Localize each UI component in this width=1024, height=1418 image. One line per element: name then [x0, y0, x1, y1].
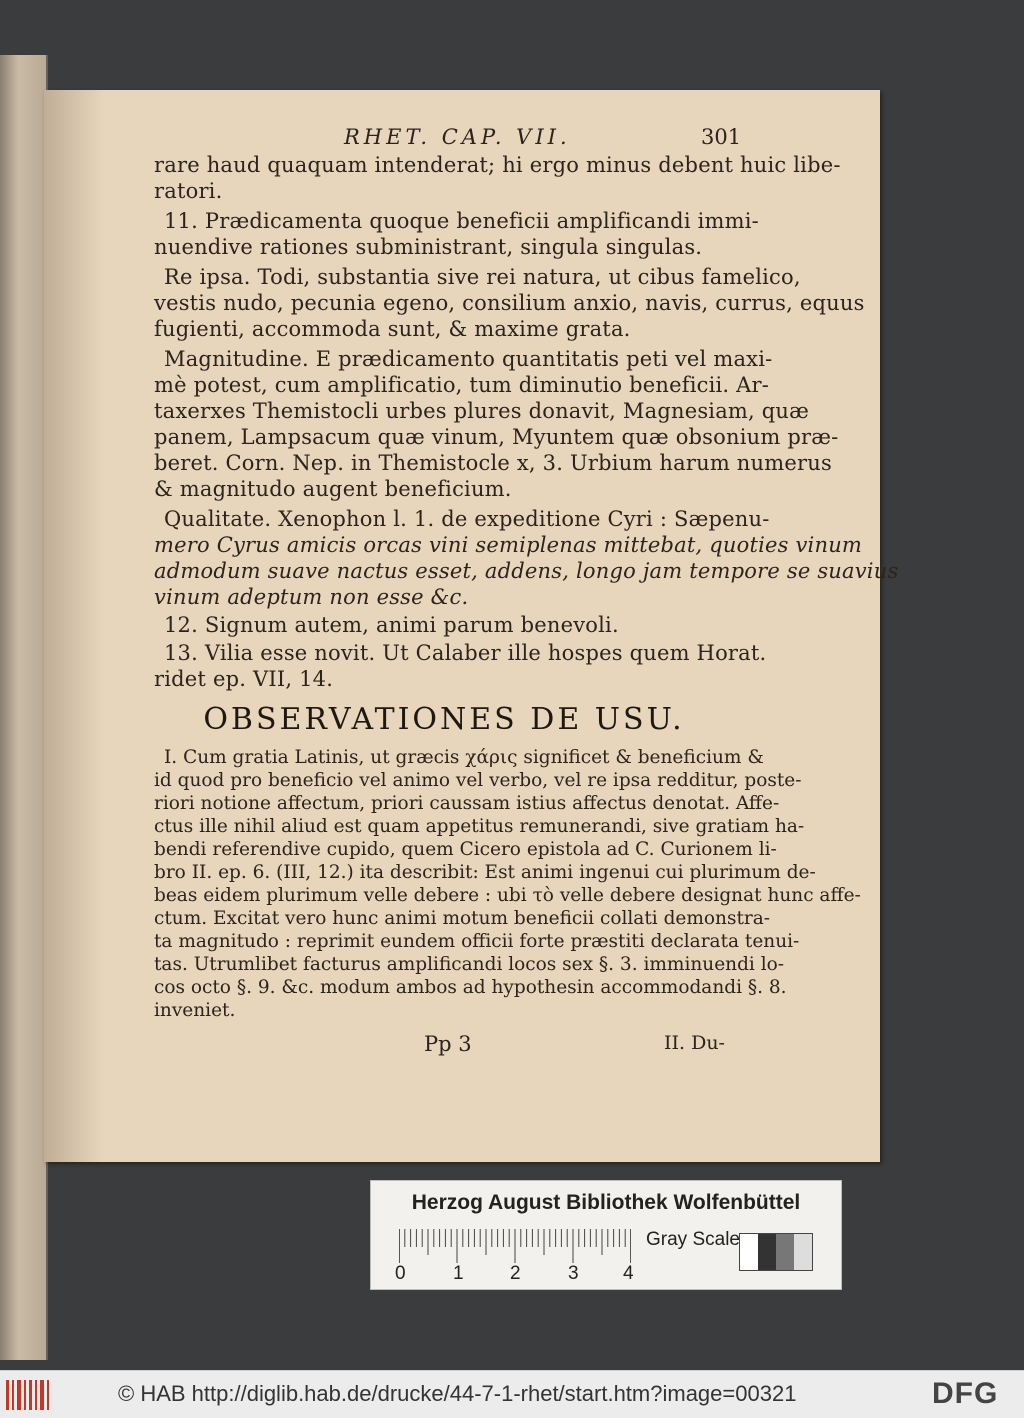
previous-page-edge: [0, 55, 48, 1360]
text-line: beret. Corn. Nep. in Themistocle x, 3. Urbium harum numerus: [154, 451, 832, 475]
section-heading: OBSERVATIONES DE USU.: [203, 702, 685, 737]
text-line: mero Cyrus amicis orcas vini semiplenas mittebat, quoties vinum: [154, 533, 863, 557]
scale-number: 2: [510, 1263, 521, 1284]
running-head: RHET. CAP. VII.: [344, 125, 571, 149]
signature-mark: Pp 3: [424, 1032, 472, 1056]
text-line: cos octo §. 9. &c. modum ambos ad hypothesin accommodandi §. 8.: [154, 977, 787, 998]
dfg-logo: DFG: [932, 1377, 999, 1410]
text-line: admodum suave nactus esset, addens, longo jam tempore se suavius: [154, 559, 899, 583]
book-page: [44, 90, 899, 1162]
text-line: ctum. Excitat vero hunc animi motum beneficii collati demonstra-: [154, 908, 771, 929]
text-line: ratori.: [154, 179, 223, 203]
gray-patch: [794, 1234, 812, 1270]
source-link[interactable]: © HAB http://diglib.hab.de/drucke/44-7-1-rhet/start.htm?image=00321: [118, 1381, 797, 1406]
text-line: 11. Prædicamenta quoque beneficii amplificandi immi-: [164, 209, 759, 233]
text-line: & magnitudo augent beneficium.: [154, 477, 512, 501]
footer-bar: [0, 1370, 1024, 1418]
text-line: ta magnitudo : reprimit eundem officii forte præstiti declarata tenui-: [154, 931, 800, 952]
text-line: mè potest, cum amplificatio, tum diminutio beneficii. Ar-: [154, 373, 770, 397]
text-line: nuendive rationes subministrant, singula singulas.: [154, 235, 703, 259]
scale-number: 4: [623, 1263, 634, 1284]
scale-number: 3: [568, 1263, 579, 1284]
text-line: tas. Utrumlibet facturus amplificandi locos sex §. 3. imminuendi lo-: [154, 954, 785, 975]
text-line: id quod pro beneficio vel animo vel verbo, vel re ipsa redditur, poste-: [154, 770, 802, 791]
text-line: ctus ille nihil aliud est quam appetitus remunerandi, sive gratiam ha-: [154, 816, 805, 837]
library-name: Herzog August Bibliothek Wolfenbüttel: [411, 1191, 801, 1214]
gray-scale-label: Gray Scale: [646, 1229, 740, 1250]
ruler-scale: [399, 1229, 631, 1263]
scale-number: 1: [453, 1263, 464, 1284]
text-line: beas eidem plurimum velle debere : ubi τὸ velle debere designat hunc affe-: [154, 885, 861, 906]
text-line: vinum adeptum non esse &c.: [154, 585, 469, 609]
text-line: bro II. ep. 6. (III, 12.) ita describit: Est animi ingenui cui plurimum de-: [154, 862, 816, 883]
text-line: taxerxes Themistocli urbes plures donavit, Magnesiam, quæ: [154, 399, 810, 423]
gray-patch: [758, 1234, 776, 1270]
color-card: [370, 1180, 842, 1290]
text-line: 13. Vilia esse novit. Ut Calaber ille hospes quem Horat.: [164, 641, 767, 665]
text-line: rare haud quaquam intenderat; hi ergo minus debent huic libe-: [154, 153, 841, 177]
text-line: 12. Signum autem, animi parum benevoli.: [164, 613, 619, 637]
gutter-shadow: [44, 90, 104, 1162]
text-line: panem, Lampsacum quæ vinum, Myuntem quæ obsonium præ-: [154, 425, 839, 449]
page-number: 301: [701, 125, 742, 149]
text-line: fugienti, accommoda sunt, & maxime grata.: [154, 317, 631, 341]
gray-patch: [740, 1234, 758, 1270]
text-line: bendi referendive cupido, quem Cicero epistola ad C. Curionem li-: [154, 839, 777, 860]
gray-patch: [776, 1234, 794, 1270]
scale-number: 0: [395, 1263, 406, 1284]
text-line: I. Cum gratia Latinis, ut græcis χάρις significet & beneficium &: [164, 747, 764, 768]
text-line: ridet ep. VII, 14.: [154, 667, 334, 691]
text-line: inveniet.: [154, 1000, 236, 1021]
barcode-icon: [6, 1380, 52, 1410]
text-line: Re ipsa. Todi, substantia sive rei natura, ut cibus famelico,: [164, 265, 801, 289]
text-line: Magnitudine. E prædicamento quantitatis peti vel maxi-: [164, 347, 773, 371]
text-line: Qualitate. Xenophon l. 1. de expeditione Cyri : Sæpenu-: [164, 507, 770, 531]
gray-scale-patches: [739, 1233, 813, 1271]
catchword: II. Du-: [664, 1032, 725, 1054]
text-line: vestis nudo, pecunia egeno, consilium anxio, navis, currus, equus: [154, 291, 865, 315]
text-line: riori notione affectum, priori caussam istius affectus denotat. Affe-: [154, 793, 780, 814]
